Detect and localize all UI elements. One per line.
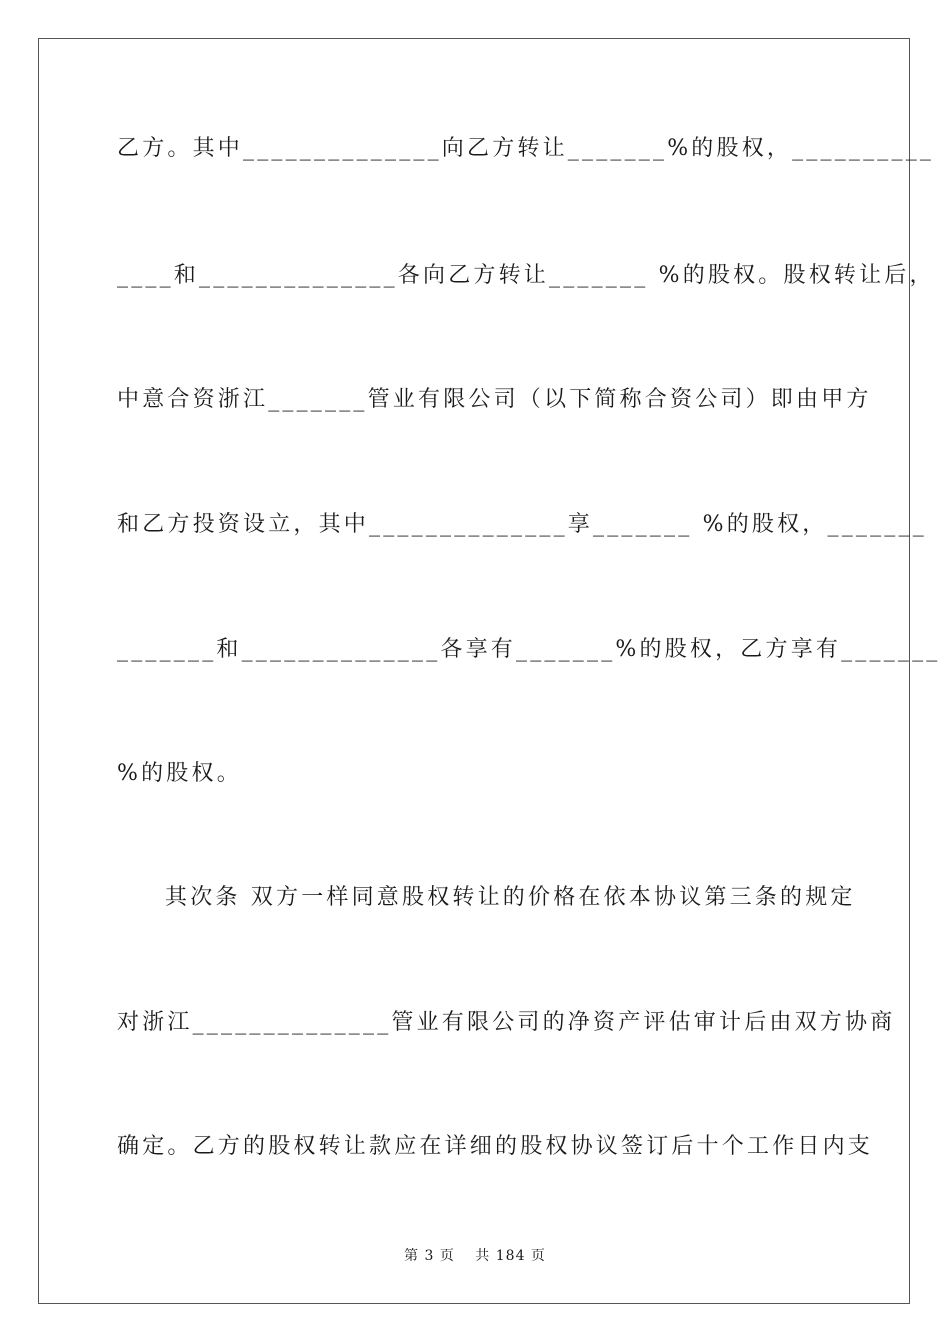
paragraph-line: 确定。乙方的股权转让款应在详细的股权协议签订后十个工作日内支 (117, 1134, 874, 1159)
paragraph-line: _______和______________各享有_______%的股权，乙方享有_______ (117, 637, 941, 662)
page-number-footer: 第 3 页 共 184 页 (404, 1248, 546, 1264)
paragraph-line: 中意合资浙江_______管业有限公司（以下简称合资公司）即由甲方 (117, 387, 872, 412)
paragraph-line: 对浙江______________管业有限公司的净资产评估审计后由双方协商 (117, 1010, 896, 1035)
paragraph-line: 和乙方投资设立，其中______________享_______ %的股权，_______ (117, 512, 927, 537)
paragraph-line: 其次条 双方一样同意股权转让的价格在依本协议第三条的规定 (165, 885, 856, 910)
paragraph-line: ____和______________各向乙方转让_______ %的股权。股权转让后， (117, 263, 935, 288)
paragraph-line: %的股权。 (117, 761, 242, 786)
paragraph-line: 乙方。其中______________向乙方转让_______%的股权，__________ (117, 136, 935, 161)
page-border (38, 38, 941, 1304)
